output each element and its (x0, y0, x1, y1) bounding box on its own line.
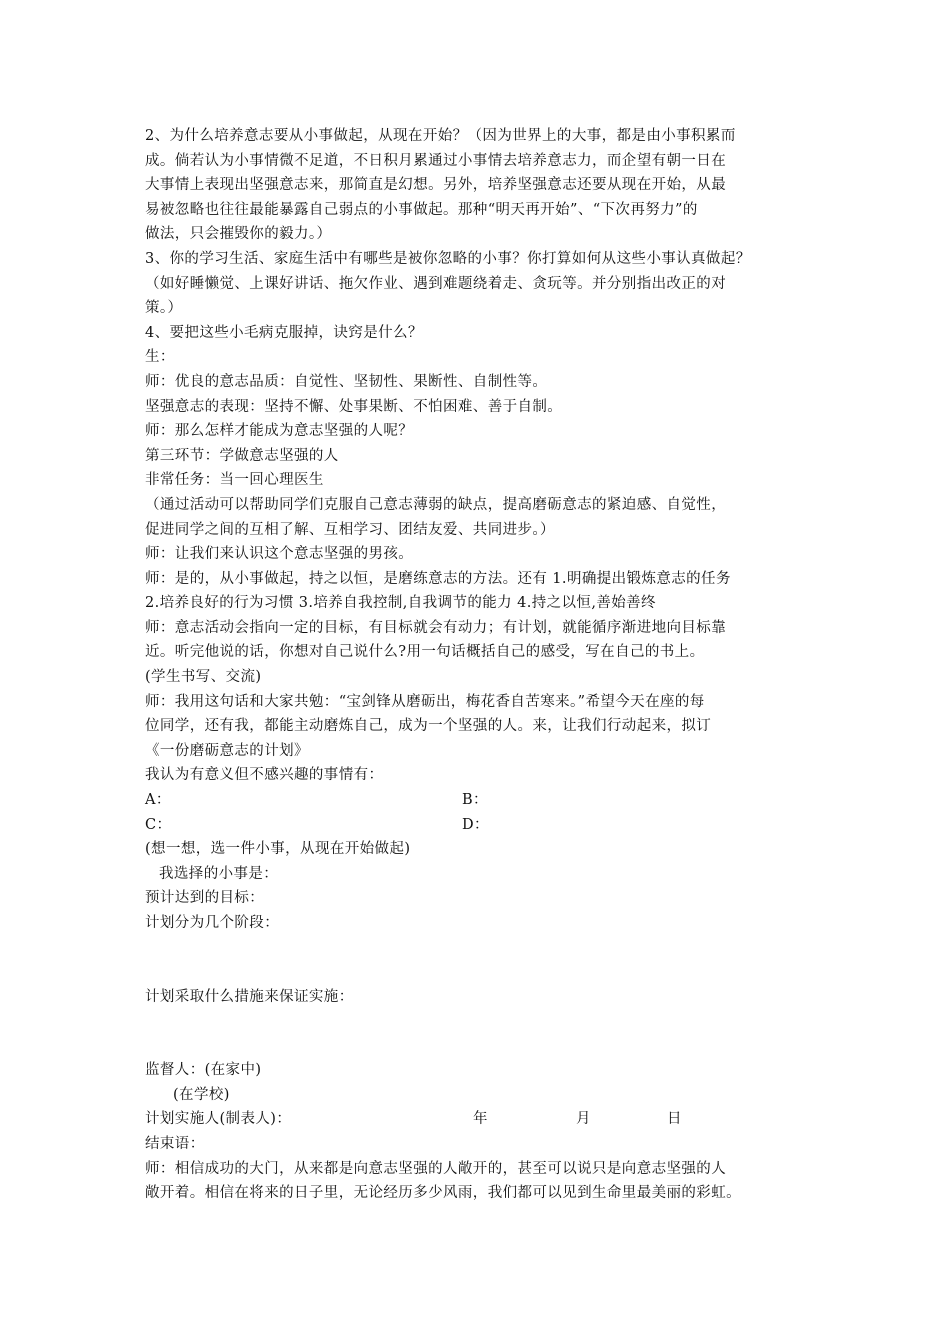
text-line: 近。听完他说的话，你想对自己说什么?用一句话概括自己的感受，写在自己的书上。 (145, 644, 705, 661)
text-line: 生： (145, 349, 175, 366)
stages-label: 计划分为几个阶段： (145, 915, 280, 931)
text-line: 师：是的，从小事做起，持之以恒，是磨练意志的方法。还有 1.明确提出锻炼意志的任务 (145, 570, 731, 587)
text-line: 4、要把这些小毛病克服掉，诀窍是什么？ (145, 324, 423, 341)
text-line: 师：优良的意志品质：自觉性、坚韧性、果断性、自制性等。 (145, 373, 548, 390)
option-row-ab (145, 788, 815, 813)
text-line: 促进同学之间的互相了解、互相学习、团结友爱、共同进步。） (145, 521, 555, 538)
option-row-cd (145, 813, 815, 838)
text-line: 策。） (145, 300, 183, 317)
option-a-label: A： (145, 792, 171, 809)
text-line: 师：意志活动会指向一定的目标，有目标就会有动力；有计划，就能循序渐进地向目标靠 (145, 619, 727, 636)
supervisor-school-label: (在学校) (173, 1086, 230, 1103)
text-line: 师：那么怎样才能成为意志坚强的人呢？ (145, 423, 414, 440)
goal-label: 预计达到的目标： (145, 890, 265, 907)
text-line: 坚强意志的表现：坚持不懈、处事果断、不怕困难、善于自制。 (145, 398, 563, 415)
closing-line: 师：相信成功的大门，从来都是向意志坚强的人敞开的，甚至可以说只是向意志坚强的人 (145, 1160, 727, 1177)
implementer-row (145, 1107, 815, 1132)
day-label: 日 (667, 1111, 682, 1128)
implementer-label: 计划实施人(制表人)： (145, 1111, 292, 1128)
blank-space (145, 936, 815, 985)
option-d-label: D： (462, 816, 489, 833)
text-line: 成。倘若认为小事情微不足道，不日积月累通过小事情去培养意志力，而企望有朝一日在 (145, 152, 727, 169)
option-b-label: B： (462, 792, 488, 809)
text-line: 2、为什么培养意志要从小事做起，从现在开始？（因为世界上的大事，都是由小事积累而 (145, 128, 736, 144)
text-line: 师：让我们来认识这个意志坚强的男孩。 (145, 546, 414, 563)
text-line: 做法，只会摧毁你的毅力。） (145, 226, 332, 243)
month-label: 月 (576, 1111, 591, 1128)
blank-space (145, 1009, 815, 1058)
closing-label: 结束语： (145, 1135, 205, 1152)
closing-line: 敞开着。相信在将来的日子里，无论经历多少风雨，我们都可以见到生命里最美丽的彩虹。 (145, 1185, 741, 1202)
text-line: 我认为有意义但不感兴趣的事情有： (145, 767, 384, 784)
document-page (145, 124, 815, 1206)
think-prompt: (想一想，选一件小事，从现在开始做起) (145, 841, 411, 858)
text-line: 师：我用这句话和大家共勉：“宝剑锋从磨砺出，梅花香自苦寒来。”希望今天在座的每 (145, 693, 705, 710)
section-heading: 第三环节：学做意志坚强的人 (145, 447, 339, 464)
text-line: （如好睡懒觉、上课好讲话、拖欠作业、遇到难题绕着走、贪玩等。并分别指出改正的对 (145, 275, 727, 292)
text-line: 非常任务：当一回心理医生 (145, 472, 324, 489)
text-line: 位同学，还有我，都能主动磨炼自己，成为一个坚强的人。来，让我们行动起来，拟订 (145, 718, 712, 735)
supervisor-home-label: 监督人：(在家中) (145, 1062, 262, 1079)
option-c-label: C： (145, 816, 172, 833)
text-line: (学生书写、交流) (145, 669, 262, 686)
text-line: 大事情上表现出坚强意志来，那简直是幻想。另外，培养坚强意志还要从现在开始，从最 (145, 177, 727, 194)
chosen-task-label: 我选择的小事是： (159, 865, 279, 882)
text-line: 3、你的学习生活、家庭生活中有哪些是被你忽略的小事？你打算如何从这些小事认真做起？ (145, 250, 751, 267)
text-line: （通过活动可以帮助同学们克服自己意志薄弱的缺点，提高磨砺意志的紧迫感、自觉性， (145, 496, 727, 513)
measures-label: 计划采取什么措施来保证实施： (145, 988, 354, 1005)
year-label: 年 (473, 1111, 488, 1128)
text-line: 易被忽略也往往最能暴露自己弱点的小事做起。那种“明天再开始”、“下次再努力”的 (145, 201, 698, 218)
text-line: 《一份磨砺意志的计划》 (145, 742, 309, 759)
text-line: 2.培养良好的行为习惯 3.培养自我控制,自我调节的能力 4.持之以恒,善始善终 (145, 595, 656, 612)
